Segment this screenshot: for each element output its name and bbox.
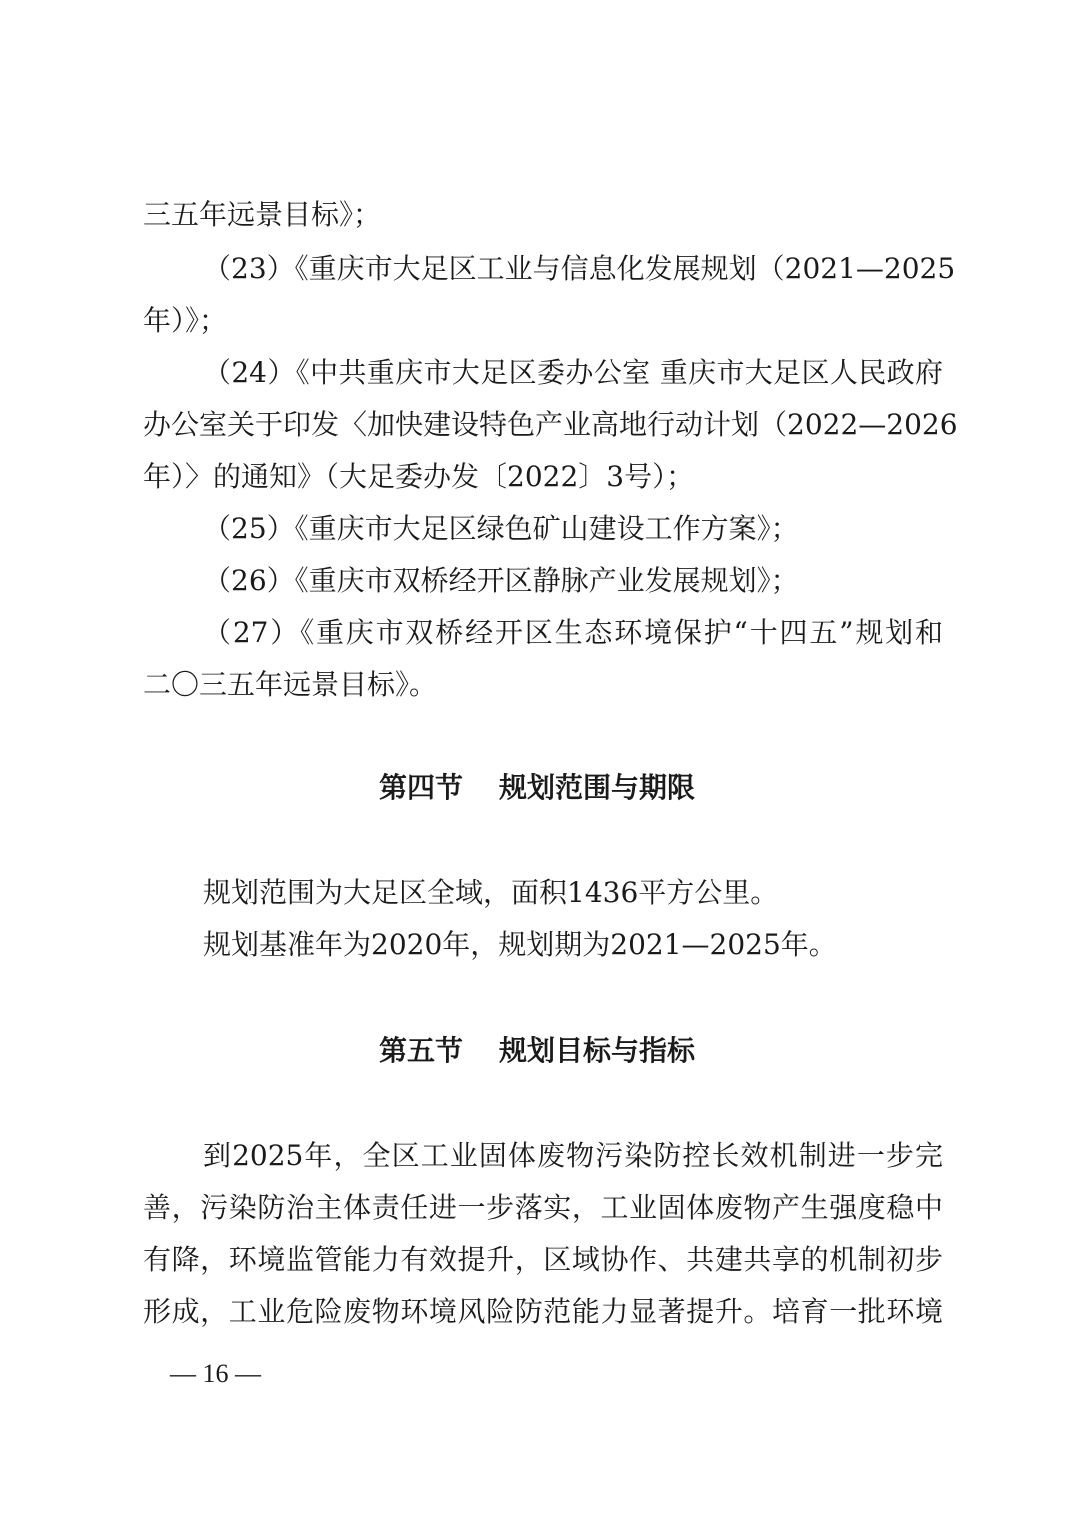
section-5-line-4: 形成，工业危险废物环境风险防范能力显著提升。培育一批环境 [143,1295,943,1328]
ref-line-3: 年）》； [143,304,228,337]
section-4-heading [0,770,1074,806]
section-5-line-1: 到2025年，全区工业固体废物污染防控长效机制进一步完 [203,1139,943,1172]
ref-line-6: 年）〉的通知》（大足委办发〔2022〕3号）； [143,460,695,493]
ref-line-7: （25）《重庆市大足区绿色矿山建设工作方案》； [203,512,799,545]
section-5-number: 第五节 [378,1034,463,1067]
section-4-paragraph-1: 规划范围为大足区全域，面积1436平方公里。 [203,876,779,909]
ref-line-2: （23）《重庆市大足区工业与信息化发展规划（2021—2025 [203,252,956,285]
section-4-number: 第四节 [378,771,463,804]
section-5-title: 规划目标与指标 [499,1034,696,1067]
ref-line-8: （26）《重庆市双桥经开区静脉产业发展规划》； [203,564,799,597]
page-number: — 16 — [170,1359,261,1388]
section-4-title: 规划范围与期限 [499,771,696,804]
ref-line-10: 二〇三五年远景目标》。 [143,668,438,701]
section-5-line-3: 有降，环境监管能力有效提升，区域协作、共建共享的机制初步 [143,1243,943,1276]
ref-line-4: （24）《中共重庆市大足区委办公室 重庆市大足区人民政府 [203,356,943,389]
section-4-paragraph-2: 规划基准年为2020年，规划期为2021—2025年。 [203,928,837,961]
section-5-heading [0,1033,1074,1069]
ref-line-5: 办公室关于印发〈加快建设特色产业高地行动计划（2022—2026 [143,408,958,441]
ref-line-1: 三五年远景目标》； [143,198,382,231]
section-5-line-2: 善，污染防治主体责任进一步落实，工业固体废物产生强度稳中 [143,1191,943,1224]
ref-line-9: （27）《重庆市双桥经开区生态环境保护“十四五”规划和 [203,616,943,649]
